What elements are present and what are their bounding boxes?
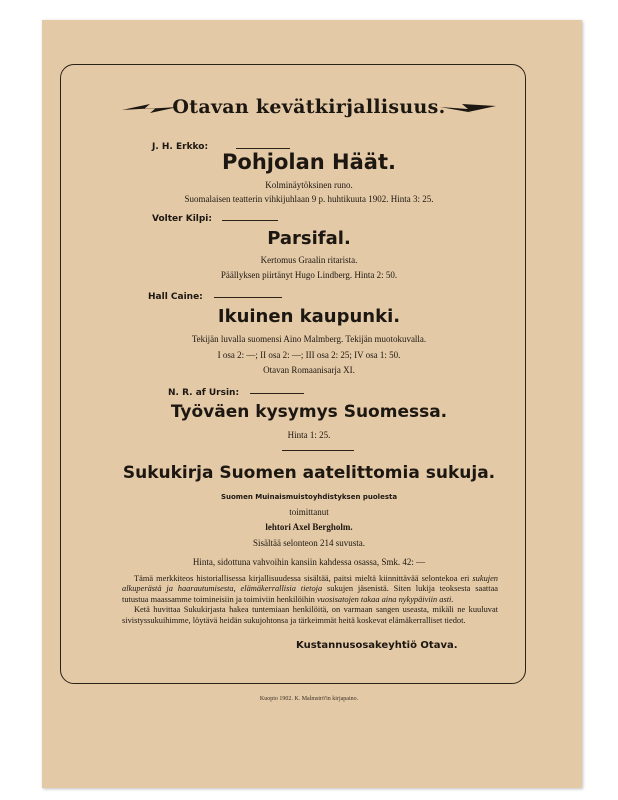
book-translator-line: Tekijän luvalla suomensi Aino Malmberg. Tekijän muotokuvalla. — [191, 334, 427, 344]
book-subtitle: Kertomus Graalin ritarista. — [260, 255, 358, 265]
sukukirja-society: Suomen Muinaismuistoyhdistyksen puolesta — [220, 493, 398, 501]
book-price: Hinta 1: 25. — [287, 430, 331, 440]
printer-imprint: Kuopio 1902. K. Malmströ'in kirjapaino. — [259, 696, 359, 702]
book-subtitle: Kolminäytöksinen runo. — [265, 180, 353, 190]
rule — [236, 148, 290, 149]
sukukirja-editor: lehtori Axel Bergholm. — [265, 522, 353, 532]
description-paragraph-2: Ketä huvittaa Sukukirjasta hakea tuntemiaan henkilöitä, on varmaan sangen useasta, mikäli ne kuuluvat sivistyssukuihimme, löytävä heidän sukujohtonsa ja tärkeimmät heitä koskevat elämäkerralliset tiedot. — [122, 605, 498, 625]
book-series: Otavan Romaanisarja XI. — [263, 365, 355, 375]
book-note: Suomalaisen teatterin vihkijuhlaan 9 p. huhtikuuta 1902. Hinta 3: 25. — [184, 194, 434, 204]
page-title: Otavan kevätkirjallisuus. — [172, 96, 446, 118]
rule — [250, 393, 304, 394]
book-title-tyovaen-kysymys: Työväen kysymys Suomessa. — [170, 402, 448, 422]
sukukirja-contents: Sisältää selonteon 214 suvusta. — [253, 538, 365, 548]
author-ursin: N. R. af Ursin: — [168, 388, 240, 398]
author-caine: Hall Caine: — [148, 292, 203, 302]
description-block — [122, 574, 498, 626]
rule — [222, 220, 278, 221]
description-paragraph-1: Tämä merkkiteos historiallisessa kirjallisuudessa sisältää, paitsi mieltä kiinnittävää selontekoa eri sukujen alkuperästä ja haarautumisesta, elämäkerrallisia tietoja sukujen jäsenistä. Siten lukija teoksesta saattaa tutustua maassamme toimineisiin ja toimiviin henkilöihin vuosisatojen takaa aina nykypäiviin asti. — [122, 574, 499, 604]
author-erkko: J. H. Erkko: — [152, 142, 209, 152]
sukukirja-price: Hinta, sidottuna vahvoihin kansiin kahdessa osassa, Smk. 42: — — [192, 557, 426, 567]
lightning-ornament-right-icon — [438, 100, 498, 116]
book-title-parsifal: Parsifal. — [267, 228, 351, 249]
sukukirja-edited: toimittanut — [289, 507, 329, 517]
publisher-name: Kustannusosakeyhtiö Otava. — [296, 640, 458, 651]
sukukirja-title: Sukukirja Suomen aatelittomia sukuja. — [122, 463, 496, 483]
book-note: Päällyksen piirtänyt Hugo Lindberg. Hinta 2: 50. — [220, 270, 398, 280]
book-title-pohjolan-haat: Pohjolan Häät. — [222, 150, 396, 174]
book-title-ikuinen-kaupunki: Ikuinen kaupunki. — [217, 306, 401, 327]
divider — [282, 450, 354, 451]
author-kilpi: Volter Kilpi: — [152, 214, 212, 224]
book-price-line: I osa 2: —; II osa 2: —; III osa 2: 25; IV osa 1: 50. — [217, 350, 401, 360]
rule — [214, 297, 282, 298]
